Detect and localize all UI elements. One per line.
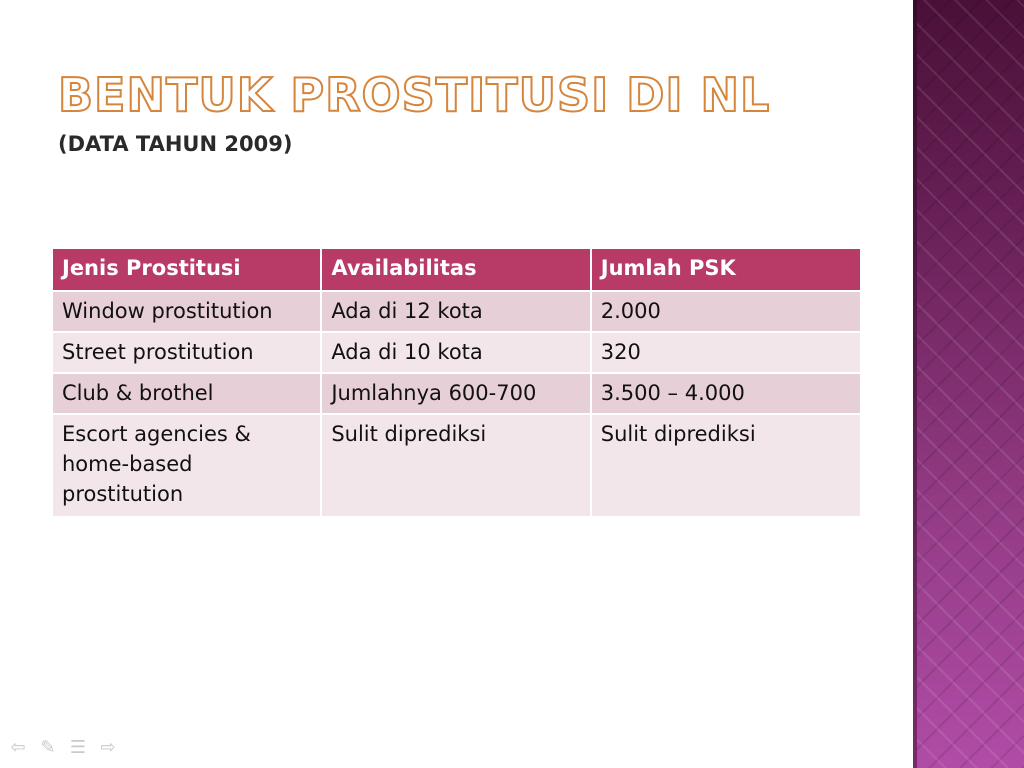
table-cell: Club & brothel [52,373,321,414]
decorative-side-band [913,0,1024,768]
slide-title: BENTUK PROSTITUSI DI NL [58,68,771,122]
pen-icon[interactable]: ✎ [40,737,56,758]
table-row [52,414,861,517]
table-cell: Ada di 12 kota [321,291,590,332]
table-cell: 320 [591,332,861,373]
table-cell: 3.500 – 4.000 [591,373,861,414]
table-row [52,373,861,414]
next-slide-icon[interactable]: ⇨ [100,737,116,758]
slide-subtitle: (DATA TAHUN 2009) [58,132,293,156]
header-availabilitas: Availabilitas [321,248,590,291]
table-cell: Ada di 10 kota [321,332,590,373]
table-row [52,291,861,332]
menu-icon[interactable]: ☰ [69,737,87,758]
table-cell: Window prostitution [52,291,321,332]
header-jenis: Jenis Prostitusi [52,248,321,291]
table-cell: Jumlahnya 600-700 [321,373,590,414]
table-cell: Sulit diprediksi [591,414,861,517]
table-header-row [52,248,861,291]
table-cell: Escort agencies & home-based prostitution [52,414,321,517]
table-cell: Street prostitution [52,332,321,373]
slideshow-nav [8,738,118,758]
table-cell: Sulit diprediksi [321,414,590,517]
header-jumlah: Jumlah PSK [591,248,861,291]
table-cell: 2.000 [591,291,861,332]
table-row [52,332,861,373]
previous-slide-icon[interactable]: ⇦ [10,737,26,758]
prostitution-table [51,247,862,518]
